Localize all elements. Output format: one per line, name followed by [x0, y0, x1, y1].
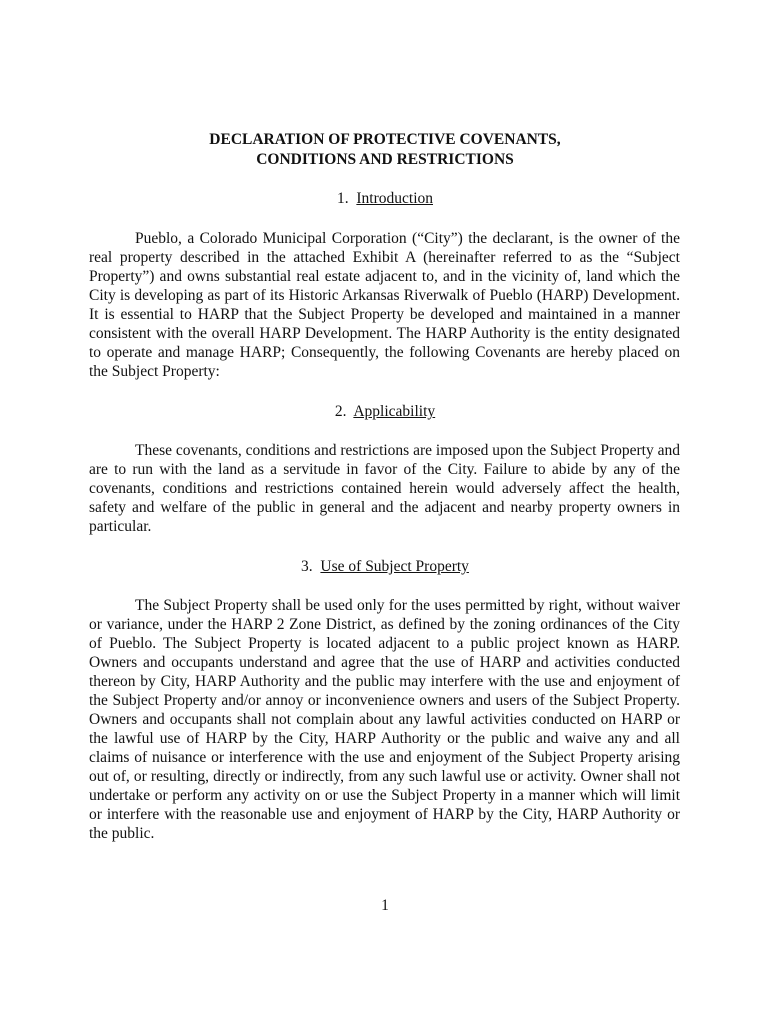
section-2-title: Applicability: [353, 403, 436, 420]
section-1-body: Pueblo, a Colorado Municipal Corporation (“City”) the declarant, is the owner of the real property described in the attached Exhibit A (hereinafter referred to as the “Subject Property”) and owns substantial real estate adjacent to, and in the vicinity of, land which the City is developing as part of its Historic Arkansas Riverwalk of Pueblo (HARP) Development. It is essential to HARP that the Subject Property be developed and maintained in a manner consistent with the overall HARP Development. The HARP Authority is the entity designated to operate and manage HARP; Consequently, the following Covenants are hereby placed on the Subject Property:: [89, 230, 680, 380]
section-3-title: Use of Subject Property: [320, 558, 469, 575]
section-3-body: The Subject Property shall be used only for the uses permitted by right, without waiver or variance, under the HARP 2 Zone District, as defined by the zoning ordinances of the City of Pueblo. The Subject Property is located adjacent to a public project known as HARP. Owners and occupants understand and agree that the use of HARP and activities conducted thereon by City, HARP Authority and the public may interfere with the use and enjoyment of the Subject Property and/or annoy or inconvenience owners and users of the Subject Property. Owners and occupants shall not complain about any lawful activities conducted on HARP or the lawful use of HARP by the City, HARP Authority or the public and waive any and all claims of nuisance or interference with the use and enjoyment of the Subject Property arising out of, or resulting, directly or indirectly, from any such lawful use or activity. Owner shall not undertake or perform any activity on or use the Subject Property in a manner which will limit or interfere with the reasonable use and enjoyment of HARP by the City, HARP Authority or the public.: [89, 597, 680, 842]
section-2-body: These covenants, conditions and restrictions are imposed upon the Subject Property and are to run with the land as a servitude in favor of the City. Failure to abide by any of the covenants, conditions and restrictions contained herein would adversely affect the health, safety and welfare of the public in general and the adjacent and nearby property owners in particular.: [89, 442, 680, 535]
section-1-title: Introduction: [356, 190, 433, 207]
section-1-heading: [0, 189, 770, 209]
section-2-heading: [0, 402, 770, 422]
page-number: 1: [381, 897, 389, 914]
document-title: [0, 130, 770, 170]
section-2-number: 2.: [334, 403, 347, 420]
section-3-number: 3.: [301, 558, 313, 575]
title-line-1: DECLARATION OF PROTECTIVE COVENANTS,: [209, 131, 561, 148]
title-line-2: CONDITIONS AND RESTRICTIONS: [256, 151, 514, 168]
section-1-number: 1.: [337, 190, 349, 207]
section-3-heading: [0, 557, 770, 577]
